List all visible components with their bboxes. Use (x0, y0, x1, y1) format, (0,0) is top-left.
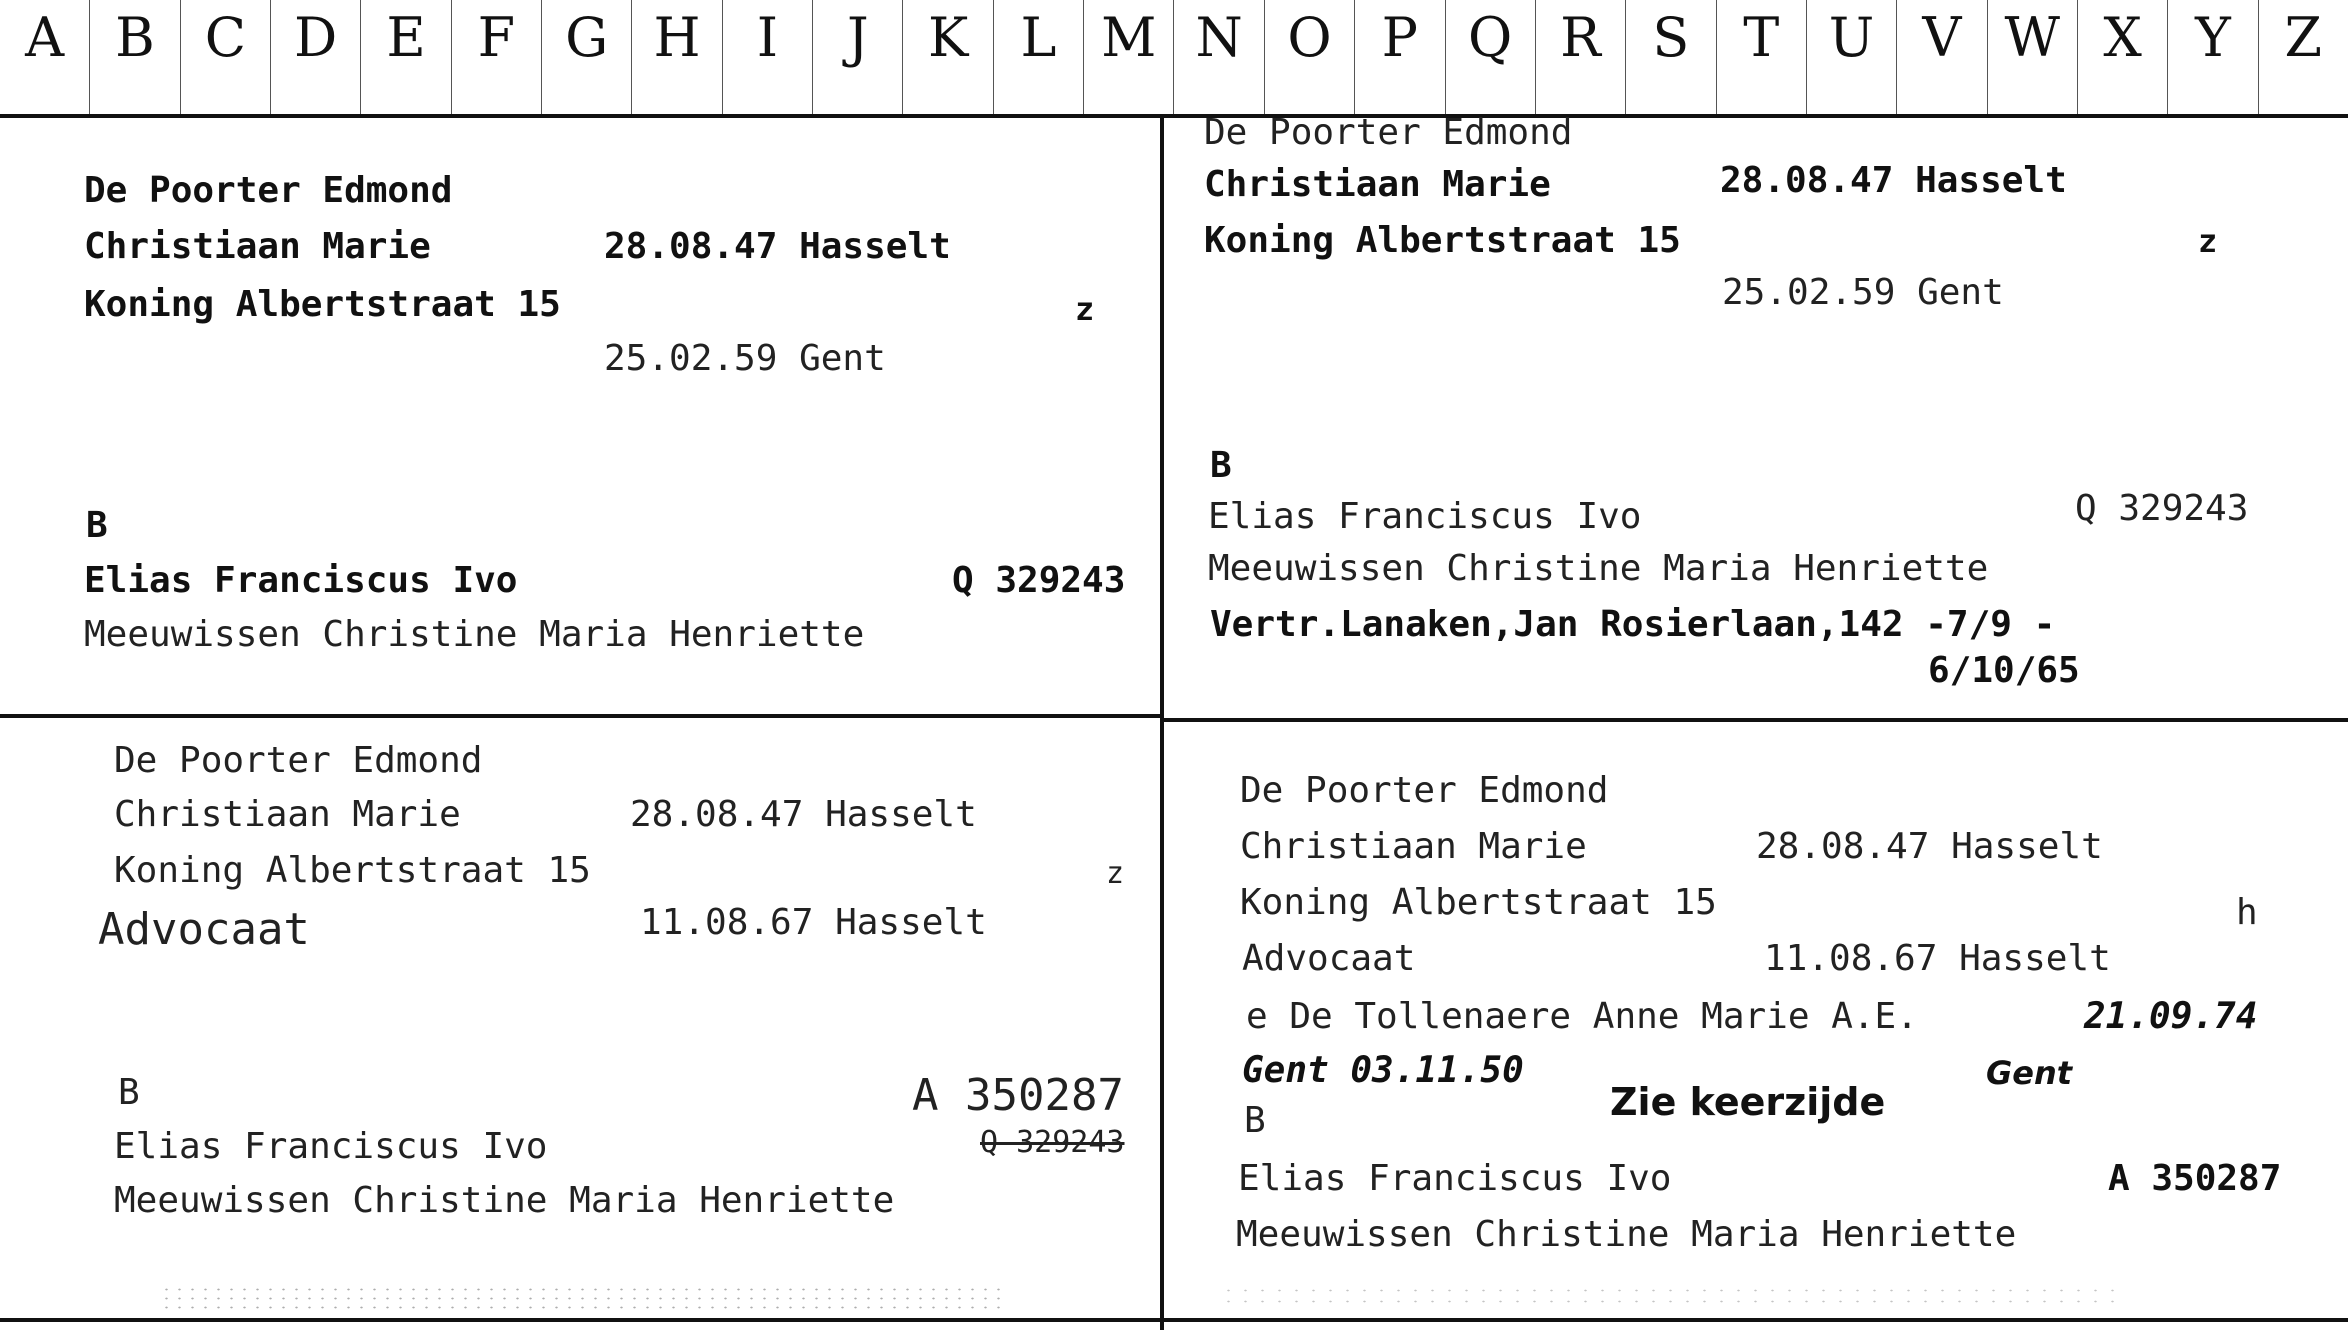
index-letter-v: V (1897, 0, 1987, 114)
card-birth: 28.08.47 Hasselt (604, 226, 951, 267)
card-date: 25.02.59 Gent (604, 338, 886, 379)
card-profession: Advocaat (1242, 938, 1416, 979)
card-code: z (1106, 856, 1125, 891)
index-letter-h: H (632, 0, 722, 114)
card-given-names: Christiaan Marie (1204, 164, 1551, 205)
index-letter-f: F (452, 0, 542, 114)
card-number: A 350287 (2108, 1158, 2282, 1199)
card-letter: B (1244, 1100, 1266, 1141)
card-street: Koning Albertstraat 15 (114, 850, 591, 891)
index-letter-p: P (1355, 0, 1445, 114)
index-letter-k: K (903, 0, 993, 114)
card-number: Q 329243 (2075, 488, 2249, 529)
card-date: 11.08.67 Hasselt (640, 902, 987, 943)
index-letter-o: O (1265, 0, 1355, 114)
card-birth: 28.08.47 Hasselt (1756, 826, 2103, 867)
vertical-divider (1160, 114, 1164, 1330)
card-mother: Meeuwissen Christine Maria Henriette (1208, 548, 1989, 589)
card-code: z (1075, 290, 1095, 328)
card-birth: 28.08.47 Hasselt (630, 794, 977, 835)
card-number-new: A 350287 (912, 1070, 1124, 1121)
card-name: De Poorter Edmond (1204, 112, 1573, 153)
card-mother: Meeuwissen Christine Maria Henriette (114, 1180, 895, 1221)
index-letter-w: W (1988, 0, 2078, 114)
card-spouse-birth: Gent 03.11.50 (1242, 1050, 1524, 1091)
index-letter-s: S (1626, 0, 1716, 114)
index-letter-m: M (1084, 0, 1174, 114)
bottom-divider-left (0, 1318, 1160, 1322)
index-letter-j: J (813, 0, 903, 114)
card-mother: Meeuwissen Christine Maria Henriette (1236, 1214, 2017, 1255)
card-date: 11.08.67 Hasselt (1764, 938, 2111, 979)
card-move-date: 6/10/65 (1928, 650, 2080, 691)
card-name: De Poorter Edmond (114, 740, 483, 781)
card-marriage-date: 21.09.74 (2084, 996, 2258, 1037)
card-street: Koning Albertstraat 15 (84, 284, 561, 325)
card-name: De Poorter Edmond (84, 170, 453, 211)
index-letter-q: Q (1446, 0, 1536, 114)
index-letter-z: Z (2284, 6, 2323, 69)
index-letter-c: C (181, 0, 271, 114)
card-birth: 28.08.47 Hasselt (1720, 160, 2067, 201)
card-code: h (2236, 892, 2258, 933)
card-street: Koning Albertstraat 15 (1204, 220, 1681, 261)
alphabet-index-bar (0, 0, 2348, 118)
card-given-names: Christiaan Marie (114, 794, 461, 835)
card-father: Elias Franciscus Ivo (1238, 1158, 1672, 1199)
index-letter-a: A (0, 0, 90, 114)
card-profession: Advocaat (98, 904, 310, 955)
card-date: 25.02.59 Gent (1722, 272, 2004, 313)
card-move-address: Vertr.Lanaken,Jan Rosierlaan,142 -7/9 - (1210, 604, 2056, 645)
index-letter-b: B (90, 0, 180, 114)
index-letter-l: L (994, 0, 1084, 114)
card-name: De Poorter Edmond (1240, 770, 1609, 811)
bottom-divider-right (1164, 1318, 2348, 1322)
index-letter-e: E (361, 0, 451, 114)
scan-noise (1220, 1285, 2120, 1310)
card-father: Elias Franciscus Ivo (1208, 496, 1642, 537)
horizontal-divider-right (1164, 718, 2348, 722)
index-letter-n: N (1174, 0, 1264, 114)
card-number-old: Q 329243 (980, 1125, 1125, 1160)
index-letter-d: D (271, 0, 361, 114)
index-letter-t: T (1717, 0, 1807, 114)
card-given-names: Christiaan Marie (84, 226, 431, 267)
card-given-names: Christiaan Marie (1240, 826, 1587, 867)
horizontal-divider-left (0, 714, 1160, 718)
card-mother: Meeuwissen Christine Maria Henriette (84, 614, 865, 655)
index-letter-g: G (542, 0, 632, 114)
card-code: z (2198, 222, 2218, 260)
card-letter: B (118, 1072, 140, 1113)
index-letter-y: Y (2168, 0, 2258, 114)
card-marriage-place: Gent (1986, 1054, 2073, 1092)
index-letter-r: R (1536, 0, 1626, 114)
card-stamp: Zie keerzijde (1610, 1080, 1886, 1124)
card-letter: B (1210, 445, 1232, 486)
card-letter: B (86, 505, 108, 546)
card-number: Q 329243 (952, 560, 1126, 601)
index-letter-i: I (723, 0, 813, 114)
index-letter-u: U (1807, 0, 1897, 114)
index-letter-x: X (2078, 0, 2168, 114)
scan-noise (160, 1285, 1010, 1315)
card-spouse: e De Tollenaere Anne Marie A.E. (1246, 996, 1918, 1037)
card-street: Koning Albertstraat 15 (1240, 882, 1717, 923)
card-father: Elias Franciscus Ivo (114, 1126, 548, 1167)
card-father: Elias Franciscus Ivo (84, 560, 518, 601)
